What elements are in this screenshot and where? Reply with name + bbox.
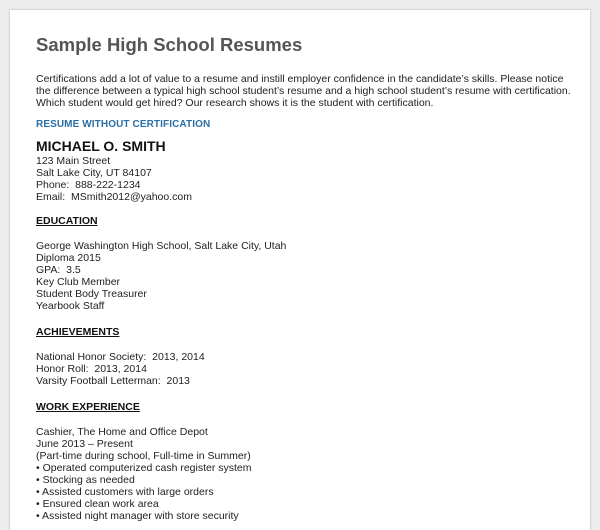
achievements-heading: ACHIEVEMENTS <box>36 326 120 338</box>
phone-line: Phone: 888-222-1234 <box>36 179 141 191</box>
work-line: (Part-time during school, Full-time in Summer) <box>36 450 251 462</box>
work-bullet: • Operated computerized cash register system <box>36 462 252 474</box>
work-line: Cashier, The Home and Office Depot <box>36 426 208 438</box>
page-title: Sample High School Resumes <box>36 34 303 55</box>
resume-label: RESUME WITHOUT CERTIFICATION <box>36 119 211 130</box>
document-page <box>10 10 590 530</box>
address-line-2: Salt Lake City, UT 84107 <box>36 167 152 179</box>
work-experience-heading: WORK EXPERIENCE <box>36 401 140 413</box>
achievement-line: Varsity Football Letterman: 2013 <box>36 375 190 387</box>
education-line: Yearbook Staff <box>36 300 105 312</box>
education-line: GPA: 3.5 <box>36 264 81 276</box>
work-bullet: • Ensured clean work area <box>36 498 159 510</box>
education-line: Diploma 2015 <box>36 252 101 264</box>
education-line: Student Body Treasurer <box>36 288 147 300</box>
education-heading: EDUCATION <box>36 215 98 227</box>
achievement-line: Honor Roll: 2013, 2014 <box>36 363 147 375</box>
achievement-line: National Honor Society: 2013, 2014 <box>36 351 205 363</box>
address-line-1: 123 Main Street <box>36 155 111 167</box>
work-bullet: • Assisted customers with large orders <box>36 486 214 498</box>
email-line: Email: MSmith2012@yahoo.com <box>36 191 192 203</box>
education-line: George Washington High School, Salt Lake City, Utah <box>36 240 287 252</box>
work-bullet: • Assisted night manager with store security <box>36 510 239 522</box>
candidate-name: MICHAEL O. SMITH <box>36 138 166 154</box>
work-bullet: • Stocking as needed <box>36 474 135 486</box>
work-line: June 2013 – Present <box>36 438 133 450</box>
document-content <box>36 34 576 522</box>
education-line: Key Club Member <box>36 276 121 288</box>
intro-paragraph: Certifications add a lot of value to a resume and instill employer confidence in the candidate’s skills. Please notice the difference between a typical high school student’s resume and a high school student’s resume with certification. Which student would get hired? Our research shows it is the student with certification. <box>36 73 571 109</box>
